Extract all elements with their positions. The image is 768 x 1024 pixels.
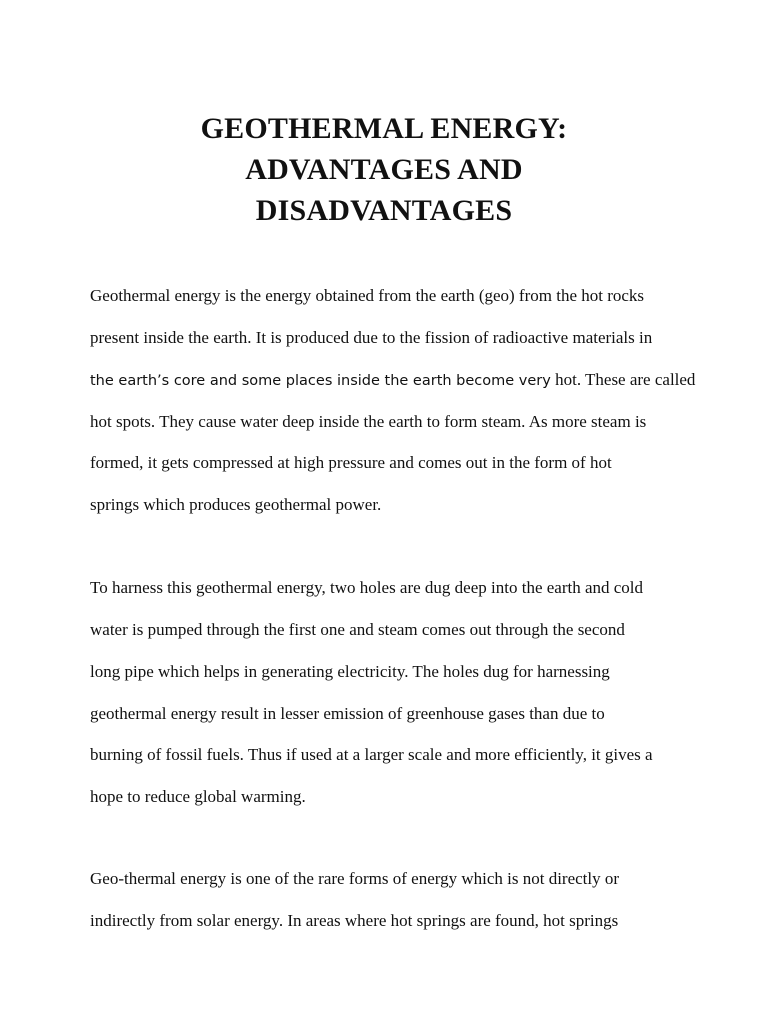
serif-text-run: hot. These are called	[550, 370, 696, 389]
text-line: springs which produces geothermal power.	[90, 495, 382, 514]
text-line	[90, 370, 695, 390]
text-line: hot spots. They cause water deep inside the earth to form steam. As more steam is	[90, 412, 647, 431]
text-line: water is pumped through the first one and steam comes out through the second	[90, 620, 625, 639]
text-line: hope to reduce global warming.	[90, 787, 306, 806]
text-line: Geothermal energy is the energy obtained from the earth (geo) from the hot rocks	[90, 286, 645, 305]
title-line: DISADVANTAGES	[255, 194, 513, 227]
text-line: To harness this geothermal energy, two holes are dug deep into the earth and cold	[90, 578, 644, 597]
text-line: indirectly from solar energy. In areas where hot springs are found, hot springs	[90, 911, 619, 930]
document-title	[0, 108, 768, 231]
sans-text-run: the earth’s core and some places inside the earth become very	[90, 373, 551, 389]
text-line: present inside the earth. It is produced due to the fission of radioactive materials in	[90, 328, 653, 347]
text-line: formed, it gets compressed at high pressure and comes out in the form of hot	[90, 453, 612, 472]
title-line: ADVANTAGES AND	[245, 153, 523, 186]
text-line: burning of fossil fuels. Thus if used at a larger scale and more efficiently, it gives a	[90, 745, 653, 764]
text-line: geothermal energy result in lesser emission of greenhouse gases than due to	[90, 704, 605, 723]
text-line: Geo-thermal energy is one of the rare forms of energy which is not directly or	[90, 869, 620, 888]
text-line: long pipe which helps in generating electricity. The holes dug for harnessing	[90, 662, 610, 681]
title-line: GEOTHERMAL ENERGY:	[200, 112, 568, 145]
